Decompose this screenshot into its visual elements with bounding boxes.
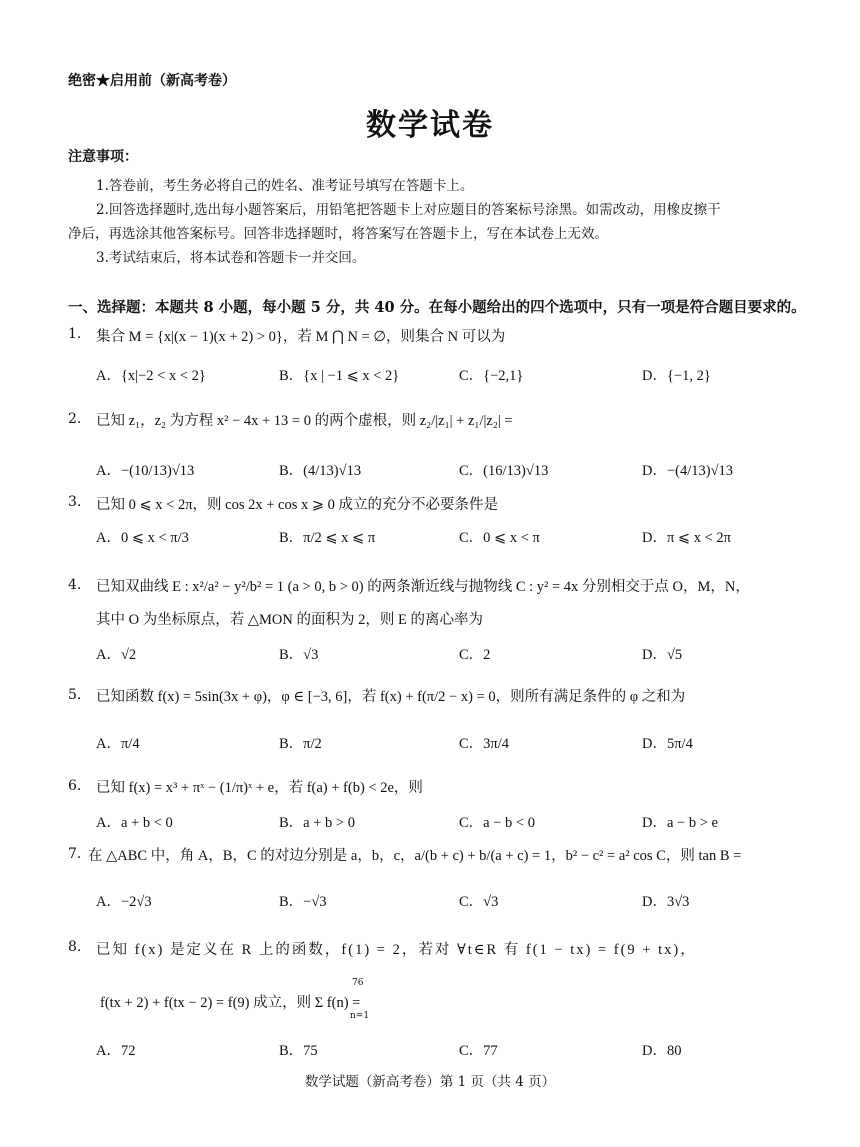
option-d: D．5π/4 [642, 736, 693, 752]
option-d: D．√5 [642, 647, 683, 663]
question-stem-continued: 其中 O 为坐标原点，若 △MON 的面积为 2，则 E 的离心率为 [96, 612, 483, 628]
option-c: C．77 [459, 1043, 498, 1059]
question-number: 3. [68, 494, 82, 510]
option-c: C．{−2,1} [459, 368, 524, 384]
option-b: B．{x | −1 ⩽ x < 2} [279, 368, 400, 384]
confidential-label: 绝密★启用前（新高考卷） [68, 73, 236, 89]
option-d: D．80 [642, 1043, 682, 1059]
option-a: A．0 ⩽ x < π/3 [96, 530, 189, 546]
note-item-3: 3.考试结束后，将本试卷和答题卡一并交回。 [96, 250, 366, 266]
option-c: C．2 [459, 647, 491, 663]
page-footer: 数学试题（新高考卷）第 1 页（共 4 页） [304, 1074, 556, 1090]
question-number: 5. [68, 687, 82, 703]
option-b: B．75 [279, 1043, 318, 1059]
question-number: 8. [68, 939, 82, 955]
sum-lower-limit: n=1 [350, 1011, 370, 1021]
option-c: C．√3 [459, 894, 499, 910]
option-d: D．{−1, 2} [642, 368, 711, 384]
note-item-2: 2.回答选择题时,选出每小题答案后，用铅笔把答题卡上对应题目的答案标号涂黑。如需改动，用橡皮擦干 [96, 202, 721, 218]
question-number: 7. [68, 846, 82, 862]
option-c: C．(16/13)√13 [459, 463, 549, 479]
option-c: C．3π/4 [459, 736, 510, 752]
section-heading: 一、选择题：本题共 8 小题，每小题 5 分，共 40 分。在每小题给出的四个选项中，只有一项是符合题目要求的。 [68, 299, 806, 316]
question-stem: 已知 0 ⩽ x < 2π，则 cos 2x + cos x ⩾ 0 成立的充分不必要条件是 [96, 497, 499, 513]
note-item-2-cont: 净后，再选涂其他答案标号。回答非选择题时，将答案写在答题卡上，写在本试卷上无效。 [68, 226, 608, 242]
question-number: 1. [68, 326, 82, 342]
option-b: B．(4/13)√13 [279, 463, 362, 479]
question-stem: 在 △ABC 中，角 A，B，C 的对边分别是 a，b，c，a/(b + c) + b/(a + c) = 1，b² − c² = a² cos C，则 tan B = [88, 848, 742, 864]
question-number: 2. [68, 411, 82, 427]
option-a: A．π/4 [96, 736, 140, 752]
question-stem: 已知双曲线 E : x²/a² − y²/b² = 1 (a > 0, b > 0) 的两条渐近线与抛物线 C : y² = 4x 分别相交于点 O，M，N， [96, 579, 750, 595]
option-d: D．3√3 [642, 894, 690, 910]
option-a: A．72 [96, 1043, 136, 1059]
option-b: B．π/2 [279, 736, 322, 752]
option-b: B．√3 [279, 647, 319, 663]
option-d: D．−(4/13)√13 [642, 463, 734, 479]
question-stem: 已知 z₁，z₂ 为方程 x² − 4x + 13 = 0 的两个虚根，则 z₂/|z₁| + z₁/|z₂| = [96, 413, 513, 429]
option-a: A．−(10/13)√13 [96, 463, 195, 479]
exam-title: 数学试卷 [366, 108, 494, 143]
question-stem-continued: f(tx + 2) + f(tx − 2) = f(9) 成立，则 Σ f(n) = [100, 995, 361, 1011]
option-a: A．−2√3 [96, 894, 152, 910]
sum-upper-limit: 76 [352, 978, 364, 988]
note-item-1: 1.答卷前，考生务必将自己的姓名、准考证号填写在答题卡上。 [96, 178, 474, 194]
question-stem: 已知函数 f(x) = 5sin(3x + φ)，φ ∈ [−3, 6]，若 f(x) + f(π/2 − x) = 0，则所有满足条件的 φ 之和为 [96, 689, 686, 705]
question-stem: 已知 f(x) 是定义在 R 上的函数，f(1) = 2，若对 ∀t∈R 有 f(1 − tx) = f(9 + tx)， [96, 942, 697, 958]
option-a: A．√2 [96, 647, 137, 663]
question-stem: 已知 f(x) = x³ + πˣ − (1/π)ˣ + e，若 f(a) + f(b) < 2e，则 [96, 780, 423, 796]
question-number: 6. [68, 778, 82, 794]
option-b: B．π/2 ⩽ x ⩽ π [279, 530, 376, 546]
option-b: B．−√3 [279, 894, 327, 910]
question-number: 4. [68, 577, 82, 593]
option-a: A．a + b < 0 [96, 815, 173, 831]
option-b: B．a + b > 0 [279, 815, 355, 831]
question-stem: 集合 M = {x|(x − 1)(x + 2) > 0}，若 M ⋂ N = ∅，则集合 N 可以为 [96, 329, 506, 345]
notes-heading: 注意事项： [68, 149, 138, 165]
option-c: C．0 ⩽ x < π [459, 530, 540, 546]
option-d: D．π ⩽ x < 2π [642, 530, 731, 546]
option-d: D．a − b > e [642, 815, 718, 831]
option-c: C．a − b < 0 [459, 815, 535, 831]
option-a: A．{x|−2 < x < 2} [96, 368, 206, 384]
